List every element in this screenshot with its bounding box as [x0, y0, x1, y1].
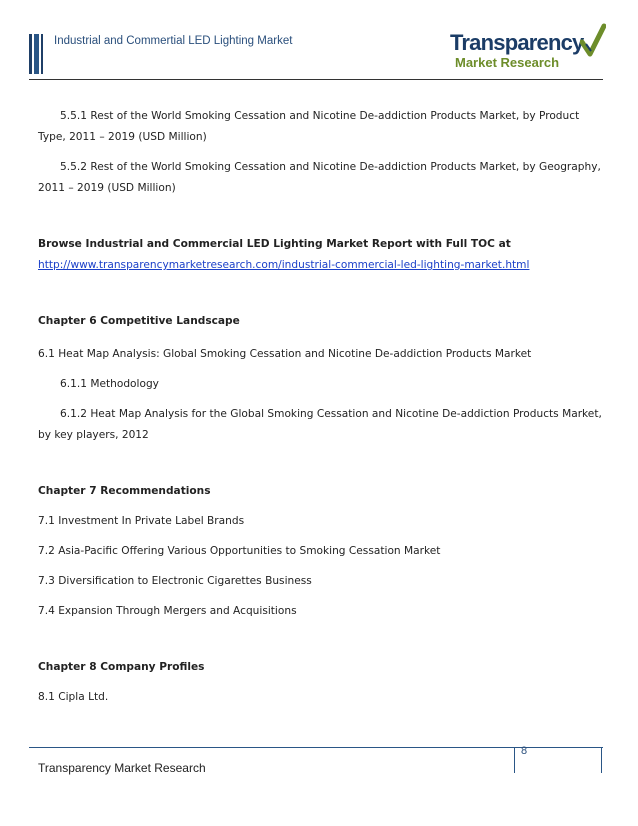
- browse-heading: Browse Industrial and Commercial LED Lighting Market Report with Full TOC at: [38, 238, 511, 250]
- report-link[interactable]: http://www.transparencymarketresearch.com/industrial-commercial-led-lighting-market.html: [38, 259, 530, 271]
- toc-item: 7.4 Expansion Through Mergers and Acquisitions: [38, 605, 297, 617]
- logo-name: Transparency: [450, 30, 584, 55]
- company-logo: [448, 22, 608, 76]
- toc-item: 8.1 Cipla Ltd.: [38, 691, 109, 703]
- page-number: 8: [521, 745, 528, 757]
- toc-item: 5.5.1 Rest of the World Smoking Cessation and Nicotine De-addiction Products Market, by Product Type, 2011 – 2019 (USD Million): [38, 110, 580, 143]
- toc-item: 7.1 Investment In Private Label Brands: [38, 515, 245, 527]
- chapter-8-title: Chapter 8 Company Profiles: [38, 661, 205, 673]
- toc-item: 6.1.1 Methodology: [60, 378, 159, 390]
- logo-subtitle: Market Research: [455, 55, 560, 70]
- header-divider: [29, 79, 603, 80]
- toc-item: 5.5.2 Rest of the World Smoking Cessation and Nicotine De-addiction Products Market, by Geography, 2011 – 2019 (USD Million): [38, 161, 601, 194]
- toc-item: 6.1.2 Heat Map Analysis for the Global Smoking Cessation and Nicotine De-addiction Products Market, by key players, 2012: [38, 408, 602, 441]
- header-title: Industrial and Commertial LED Lighting Market: [54, 35, 293, 47]
- page-number-box: [514, 747, 602, 773]
- header-accent-bars: [29, 34, 43, 74]
- toc-item: 6.1 Heat Map Analysis: Global Smoking Cessation and Nicotine De-addiction Products Market: [38, 348, 532, 360]
- chapter-7-title: Chapter 7 Recommendations: [38, 485, 211, 497]
- toc-content: [38, 106, 606, 708]
- chapter-6-title: Chapter 6 Competitive Landscape: [38, 315, 240, 327]
- toc-item: 7.3 Diversification to Electronic Cigarettes Business: [38, 575, 312, 587]
- footer-text: Transparency Market Research: [38, 761, 206, 775]
- checkmark-logo-icon: [580, 22, 606, 62]
- toc-item: 7.2 Asia-Pacific Offering Various Opportunities to Smoking Cessation Market: [38, 545, 441, 557]
